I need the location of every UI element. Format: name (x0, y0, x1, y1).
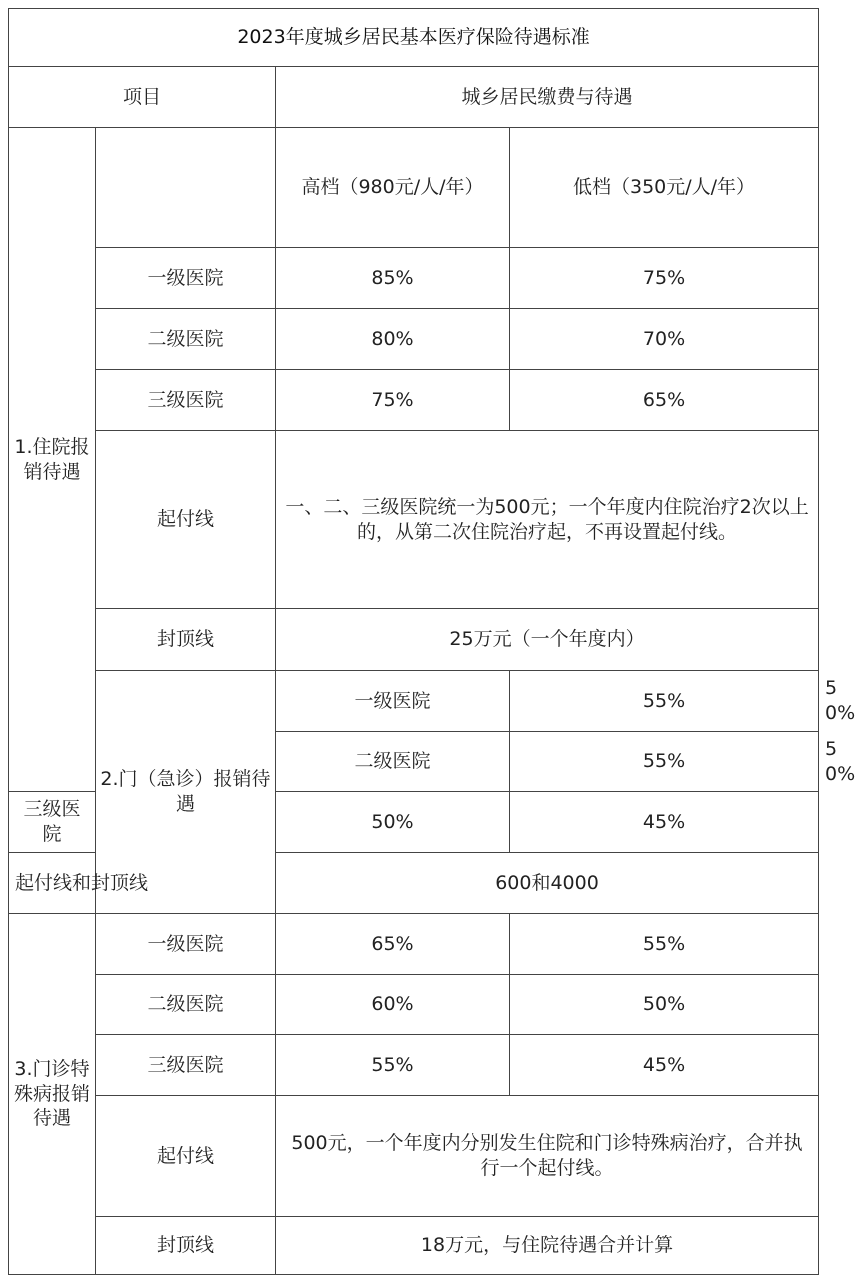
level-cell: 一级医院 (96, 914, 276, 975)
cap-label: 封顶线 (96, 609, 276, 671)
table-row (9, 309, 819, 370)
level-cell: 三级医院 (96, 1035, 276, 1096)
high-rate-cell: 55% (510, 671, 819, 732)
table-row: 2.门（急诊）报销待遇 一级医院 55% 50% (9, 671, 819, 732)
low-rate-cell: 50% (510, 975, 819, 1035)
low-rate-cell: 75% (510, 248, 819, 309)
table-row (9, 1035, 819, 1096)
table-row (9, 248, 819, 309)
level-cell: 二级医院 (276, 732, 510, 792)
low-rate-cell: 65% (510, 370, 819, 431)
limits-label: 起付线和封顶线 (9, 853, 96, 914)
high-rate-cell: 80% (276, 309, 510, 370)
table-row (9, 609, 819, 671)
cap-text: 25万元（一个年度内） (276, 609, 819, 671)
cap-text: 18万元，与住院待遇合并计算 (276, 1217, 819, 1275)
tier-low: 低档（350元/人/年） (510, 128, 819, 248)
section2-label: 2.门（急诊）报销待遇 (96, 671, 276, 914)
low-rate-cell: 45% (510, 1035, 819, 1096)
level-cell: 二级医院 (96, 309, 276, 370)
deductible-label: 起付线 (96, 431, 276, 609)
table-row (9, 1096, 819, 1217)
limits-text: 600和4000 (276, 853, 819, 914)
title-row (9, 9, 819, 67)
level-cell: 二级医院 (96, 975, 276, 1035)
benefits-table (8, 8, 855, 1275)
deductible-text: 一、二、三级医院统一为500元；一个年度内住院治疗2次以上的，从第二次住院治疗起，不再设置起付线。 (276, 431, 819, 609)
high-rate-cell: 60% (276, 975, 510, 1035)
table-title: 2023年度城乡居民基本医疗保险待遇标准 (9, 9, 819, 67)
deductible-label: 起付线 (96, 1096, 276, 1217)
tier-row (9, 128, 819, 248)
level-cell: 一级医院 (276, 671, 510, 732)
cap-label: 封顶线 (96, 1217, 276, 1275)
high-rate-cell: 75% (276, 370, 510, 431)
low-rate-cell: 45% (510, 792, 819, 853)
table-row (9, 975, 819, 1035)
low-rate-cell: 70% (510, 309, 819, 370)
high-rate-cell: 65% (276, 914, 510, 975)
tier-high: 高档（980元/人/年） (276, 128, 510, 248)
low-rate-cell: 55% (510, 914, 819, 975)
high-rate-cell: 85% (276, 248, 510, 309)
table-row (9, 431, 819, 609)
table-row: 二级医院 55% 50% (9, 732, 819, 792)
table-row (9, 914, 819, 975)
table-row (9, 370, 819, 431)
level-cell: 一级医院 (96, 248, 276, 309)
tier-empty-cell (96, 128, 276, 248)
high-rate-cell: 55% (510, 732, 819, 792)
section3-label: 3.门诊特殊病报销待遇 (9, 914, 96, 1275)
header-item: 项目 (9, 67, 276, 128)
high-rate-cell: 55% (276, 1035, 510, 1096)
header-row (9, 67, 819, 128)
deductible-text: 500元，一个年度内分别发生住院和门诊特殊病治疗，合并执行一个起付线。 (276, 1096, 819, 1217)
level-cell: 三级医院 (9, 792, 96, 853)
header-benefit: 城乡居民缴费与待遇 (276, 67, 819, 128)
table-row (9, 1217, 819, 1275)
level-cell: 三级医院 (96, 370, 276, 431)
section1-label: 1.住院报销待遇 (9, 128, 96, 792)
high-rate-cell: 50% (276, 792, 510, 853)
